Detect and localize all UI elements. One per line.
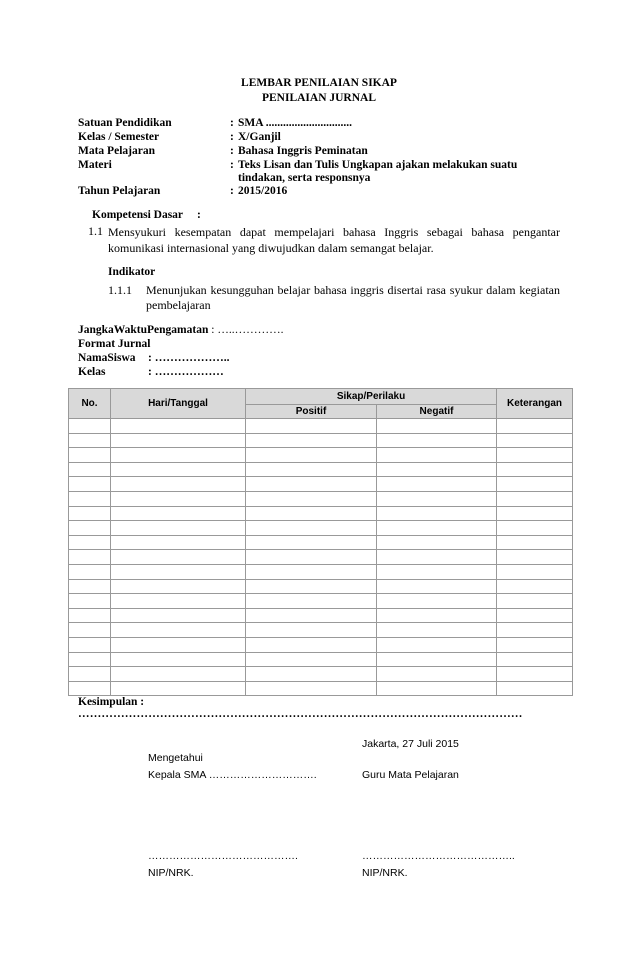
info-label-satuan: Satuan Pendidikan xyxy=(78,117,172,129)
cell-negatif[interactable] xyxy=(377,506,497,521)
cell-no[interactable] xyxy=(69,608,111,623)
kepala-sekolah-label: Kepala SMA …………………………. xyxy=(148,769,317,781)
cell-keterangan[interactable] xyxy=(497,521,573,536)
kd-heading: Kompetensi Dasar : xyxy=(92,209,201,221)
cell-negatif[interactable] xyxy=(377,667,497,682)
table-row xyxy=(69,579,573,594)
indikator-heading: Indikator xyxy=(108,266,156,278)
nama-siswa-label: NamaSiswa xyxy=(78,352,136,364)
cell-hari-tanggal[interactable] xyxy=(111,608,246,623)
cell-positif[interactable] xyxy=(246,419,377,434)
table-row xyxy=(69,594,573,609)
cell-positif[interactable] xyxy=(246,579,377,594)
cell-hari-tanggal[interactable] xyxy=(111,477,246,492)
cell-hari-tanggal[interactable] xyxy=(111,623,246,638)
cell-positif[interactable] xyxy=(246,433,377,448)
cell-keterangan[interactable] xyxy=(497,491,573,506)
cell-positif[interactable] xyxy=(246,608,377,623)
cell-positif[interactable] xyxy=(246,623,377,638)
cell-positif[interactable] xyxy=(246,564,377,579)
cell-no[interactable] xyxy=(69,433,111,448)
cell-hari-tanggal[interactable] xyxy=(111,579,246,594)
cell-negatif[interactable] xyxy=(377,579,497,594)
info-value-materi: Teks Lisan dan Tulis Ungkapan ajakan melakukan suatu xyxy=(238,159,518,171)
cell-negatif[interactable] xyxy=(377,608,497,623)
cell-positif[interactable] xyxy=(246,550,377,565)
cell-no[interactable] xyxy=(69,594,111,609)
cell-negatif[interactable] xyxy=(377,448,497,463)
cell-hari-tanggal[interactable] xyxy=(111,681,246,696)
table-row xyxy=(69,462,573,477)
cell-keterangan[interactable] xyxy=(497,448,573,463)
cell-keterangan[interactable] xyxy=(497,579,573,594)
document-title: LEMBAR PENILAIAN SIKAP xyxy=(241,77,397,89)
cell-hari-tanggal[interactable] xyxy=(111,521,246,536)
info-colon: : xyxy=(230,145,234,157)
cell-keterangan[interactable] xyxy=(497,652,573,667)
cell-hari-tanggal[interactable] xyxy=(111,419,246,434)
nama-siswa-value: : ……………….. xyxy=(148,352,230,364)
mengetahui-label: Mengetahui xyxy=(148,752,203,764)
cell-positif[interactable] xyxy=(246,521,377,536)
cell-positif[interactable] xyxy=(246,491,377,506)
cell-hari-tanggal[interactable] xyxy=(111,433,246,448)
cell-no[interactable] xyxy=(69,579,111,594)
cell-positif[interactable] xyxy=(246,652,377,667)
kesimpulan-dots: …………………………………………………………………………………………………… xyxy=(78,708,523,720)
cell-positif[interactable] xyxy=(246,535,377,550)
info-label-materi: Materi xyxy=(78,159,112,171)
cell-negatif[interactable] xyxy=(377,637,497,652)
cell-negatif[interactable] xyxy=(377,550,497,565)
cell-keterangan[interactable] xyxy=(497,564,573,579)
cell-hari-tanggal[interactable] xyxy=(111,550,246,565)
cell-positif[interactable] xyxy=(246,681,377,696)
cell-keterangan[interactable] xyxy=(497,462,573,477)
table-row xyxy=(69,433,573,448)
kelas-value: : ……………… xyxy=(148,366,224,378)
info-colon: : xyxy=(230,131,234,143)
cell-keterangan[interactable] xyxy=(497,506,573,521)
cell-no[interactable] xyxy=(69,448,111,463)
cell-no[interactable] xyxy=(69,477,111,492)
table-row xyxy=(69,681,573,696)
place-date: Jakarta, 27 Juli 2015 xyxy=(362,738,459,750)
nip-right: NIP/NRK. xyxy=(362,867,408,879)
kelas-label: Kelas xyxy=(78,366,106,378)
info-label-mapel: Mata Pelajaran xyxy=(78,145,155,157)
info-colon: : xyxy=(230,117,234,129)
cell-negatif[interactable] xyxy=(377,681,497,696)
header-hari-tanggal: Hari/Tanggal xyxy=(111,389,246,419)
table-row xyxy=(69,448,573,463)
cell-no[interactable] xyxy=(69,535,111,550)
cell-negatif[interactable] xyxy=(377,477,497,492)
cell-hari-tanggal[interactable] xyxy=(111,564,246,579)
kd-number: 1.1 xyxy=(88,224,103,238)
cell-no[interactable] xyxy=(69,652,111,667)
info-colon: : xyxy=(230,185,234,197)
format-jurnal-label: Format Jurnal xyxy=(78,338,151,350)
cell-hari-tanggal[interactable] xyxy=(111,535,246,550)
journal-table xyxy=(68,388,573,696)
cell-keterangan[interactable] xyxy=(497,608,573,623)
table-row xyxy=(69,419,573,434)
info-value-materi-cont: tindakan, serta responsnya xyxy=(238,172,371,184)
cell-negatif[interactable] xyxy=(377,535,497,550)
cell-no[interactable] xyxy=(69,623,111,638)
waktu-pengamatan: JangkaWaktuPengamatan : …..…………. xyxy=(78,324,284,336)
nip-left: NIP/NRK. xyxy=(148,867,194,879)
table-row xyxy=(69,535,573,550)
info-value-tahun: 2015/2016 xyxy=(238,185,288,197)
cell-no[interactable] xyxy=(69,564,111,579)
cell-negatif[interactable] xyxy=(377,623,497,638)
cell-keterangan[interactable] xyxy=(497,681,573,696)
cell-no[interactable] xyxy=(69,419,111,434)
cell-no[interactable] xyxy=(69,550,111,565)
table-body xyxy=(69,419,573,696)
indikator-text: Menunjukan kesungguhan belajar bahasa inggris disertai rasa syukur dalam kegiatan pembelajaran xyxy=(146,283,560,312)
cell-keterangan[interactable] xyxy=(497,433,573,448)
table-row xyxy=(69,637,573,652)
cell-no[interactable] xyxy=(69,681,111,696)
cell-no[interactable] xyxy=(69,667,111,682)
indikator-number: 1.1.1 xyxy=(108,283,132,297)
cell-hari-tanggal[interactable] xyxy=(111,594,246,609)
table-row xyxy=(69,491,573,506)
cell-hari-tanggal[interactable] xyxy=(111,652,246,667)
info-label-kelas-semester: Kelas / Semester xyxy=(78,131,160,143)
table-row xyxy=(69,667,573,682)
signature-line-right: …………………………………….. xyxy=(362,850,515,862)
table-row xyxy=(69,608,573,623)
cell-hari-tanggal[interactable] xyxy=(111,637,246,652)
cell-negatif[interactable] xyxy=(377,652,497,667)
cell-negatif[interactable] xyxy=(377,491,497,506)
cell-no[interactable] xyxy=(69,506,111,521)
table-row xyxy=(69,652,573,667)
document-subtitle: PENILAIAN JURNAL xyxy=(261,92,377,104)
cell-positif[interactable] xyxy=(246,506,377,521)
table-row xyxy=(69,550,573,565)
cell-no[interactable] xyxy=(69,637,111,652)
cell-negatif[interactable] xyxy=(377,462,497,477)
cell-no[interactable] xyxy=(69,521,111,536)
cell-negatif[interactable] xyxy=(377,521,497,536)
cell-positif[interactable] xyxy=(246,448,377,463)
cell-no[interactable] xyxy=(69,462,111,477)
cell-keterangan[interactable] xyxy=(497,550,573,565)
info-value-kelas-semester: X/Ganjil xyxy=(238,131,281,143)
cell-hari-tanggal[interactable] xyxy=(111,506,246,521)
cell-keterangan[interactable] xyxy=(497,477,573,492)
table-row xyxy=(69,506,573,521)
table-row xyxy=(69,477,573,492)
cell-positif[interactable] xyxy=(246,462,377,477)
cell-positif[interactable] xyxy=(246,637,377,652)
kd-text: Mensyukuri kesempatan dapat mempelajari bahasa Inggris sebagai bahasa pengantar komunikasi internasional yang diwujudkan dalam semangat belajar. xyxy=(108,225,560,255)
cell-no[interactable] xyxy=(69,491,111,506)
cell-keterangan[interactable] xyxy=(497,594,573,609)
cell-keterangan[interactable] xyxy=(497,667,573,682)
cell-positif[interactable] xyxy=(246,667,377,682)
cell-hari-tanggal[interactable] xyxy=(111,491,246,506)
cell-keterangan[interactable] xyxy=(497,535,573,550)
table-row xyxy=(69,623,573,638)
cell-negatif[interactable] xyxy=(377,564,497,579)
info-value-mapel: Bahasa Inggris Peminatan xyxy=(238,145,368,157)
guru-label: Guru Mata Pelajaran xyxy=(362,769,459,781)
kesimpulan-label: Kesimpulan : xyxy=(78,696,145,708)
cell-hari-tanggal[interactable] xyxy=(111,667,246,682)
cell-hari-tanggal[interactable] xyxy=(111,462,246,477)
info-label-tahun: Tahun Pelajaran xyxy=(78,185,161,197)
header-keterangan: Keterangan xyxy=(497,389,573,419)
header-negatif: Negatif xyxy=(377,405,497,419)
header-sikap-perilaku: Sikap/Perilaku xyxy=(246,389,497,405)
table-row xyxy=(69,521,573,536)
header-no: No. xyxy=(69,389,111,419)
cell-hari-tanggal[interactable] xyxy=(111,448,246,463)
info-value-satuan: SMA .............................. xyxy=(238,117,353,129)
cell-negatif[interactable] xyxy=(377,433,497,448)
cell-positif[interactable] xyxy=(246,477,377,492)
cell-negatif[interactable] xyxy=(377,419,497,434)
cell-keterangan[interactable] xyxy=(497,419,573,434)
cell-keterangan[interactable] xyxy=(497,637,573,652)
cell-keterangan[interactable] xyxy=(497,623,573,638)
table-row xyxy=(69,564,573,579)
header-positif: Positif xyxy=(246,405,377,419)
cell-negatif[interactable] xyxy=(377,594,497,609)
info-colon: : xyxy=(230,159,234,171)
cell-positif[interactable] xyxy=(246,594,377,609)
signature-line-left: ……………………………………. xyxy=(148,850,298,862)
